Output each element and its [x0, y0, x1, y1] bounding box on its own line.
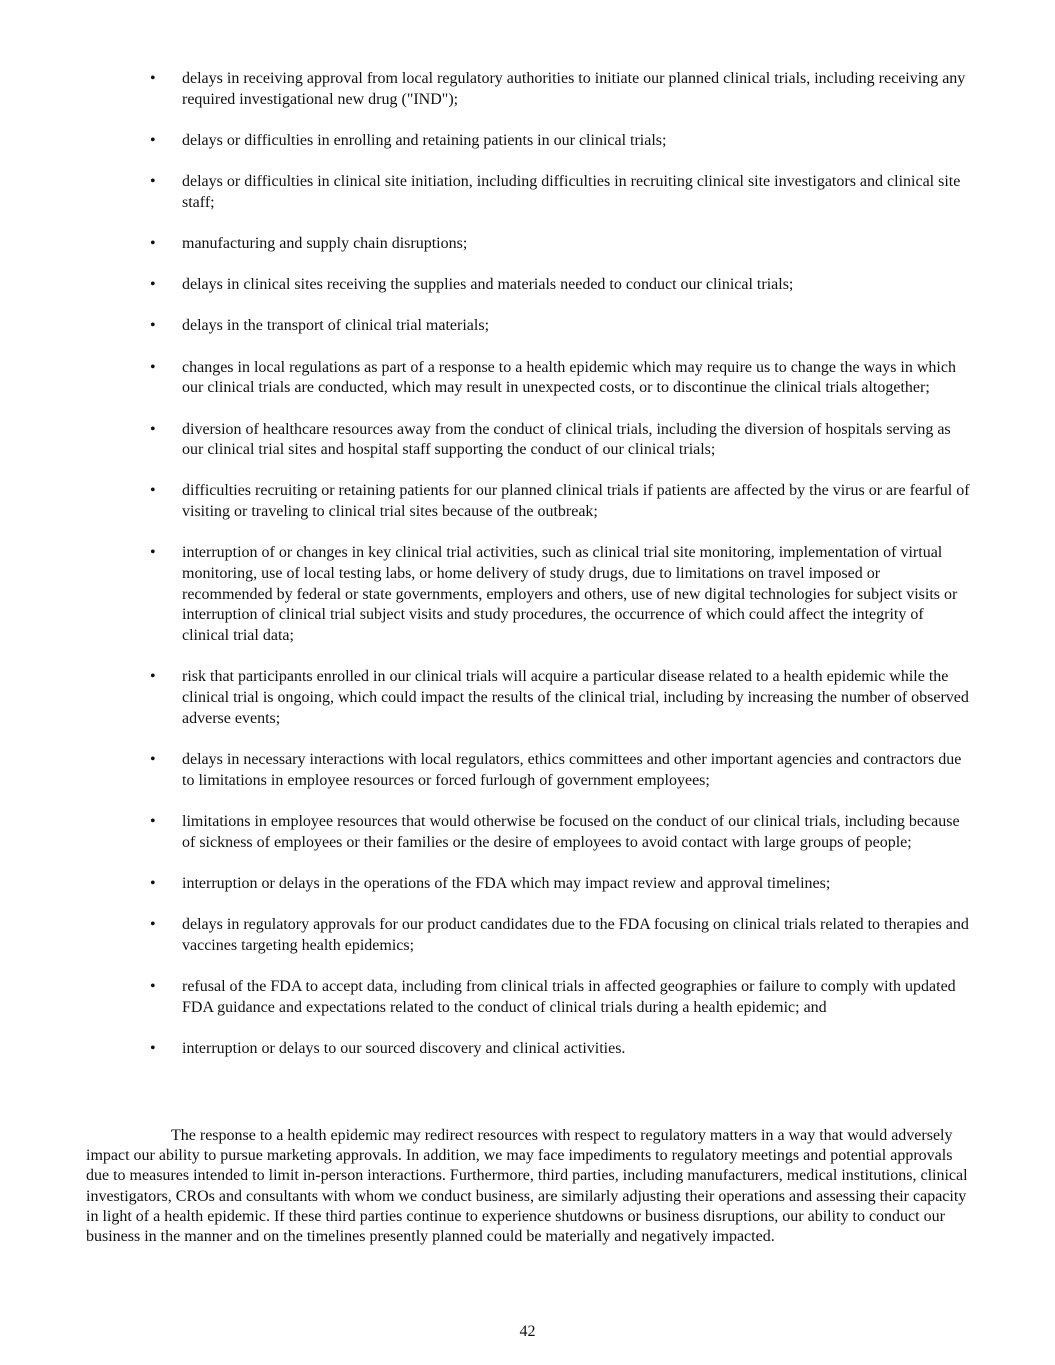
- bullet-text: diversion of healthcare resources away from the conduct of clinical trials, including the diversion of hospitals serving as our clinical trial sites and hospital staff supporting the conduct of our clinical trials;: [182, 420, 951, 459]
- bullet-icon: •: [150, 812, 156, 830]
- bullet-icon: •: [150, 173, 156, 191]
- bullet-text: interruption or delays in the operations of the FDA which may impact review and approval timelines;: [182, 874, 831, 892]
- bullet-text: interruption or delays to our sourced discovery and clinical activities.: [182, 1039, 626, 1057]
- list-item: [0, 234, 972, 255]
- page-number: 42: [519, 1323, 536, 1340]
- bullet-icon: •: [150, 750, 156, 768]
- list-item: [0, 481, 972, 522]
- bullet-icon: •: [150, 70, 156, 87]
- bullet-text: limitations in employee resources that would otherwise be focused on the conduct of our clinical trials, including because of sickness of employees or their families or the desire of employees to avoid contact with large groups of people;: [182, 812, 960, 851]
- bullet-icon: •: [150, 915, 156, 933]
- list-item: [0, 275, 972, 296]
- risk-bullet-list: [0, 69, 1055, 1080]
- list-item: [0, 69, 972, 110]
- bullet-text: delays in the transport of clinical trial materials;: [182, 317, 490, 335]
- list-item: [0, 812, 972, 853]
- list-item: [0, 172, 972, 213]
- list-item: [0, 420, 972, 461]
- bullet-text: delays in regulatory approvals for our product candidates due to the FDA focusing on clinical trials related to therapies and vaccines targeting health epidemics;: [182, 915, 969, 954]
- bullet-icon: •: [150, 358, 156, 376]
- bullet-text: delays in necessary interactions with local regulators, ethics committees and other important agencies and contractors due to limitations in employee resources or forced furlough of government employees;: [182, 750, 962, 789]
- list-item: [0, 977, 972, 1018]
- bullet-text: changes in local regulations as part of a response to a health epidemic which may require us to change the ways in which our clinical trials are conducted, which may result in unexpected costs, or to discontinue the clinical trials altogether;: [182, 358, 956, 397]
- bullet-icon: •: [150, 420, 156, 438]
- list-item: [0, 358, 972, 399]
- bullet-text: delays or difficulties in enrolling and retaining patients in our clinical trials;: [182, 131, 667, 149]
- bullet-icon: •: [150, 668, 156, 686]
- bullet-icon: •: [150, 276, 156, 294]
- bullet-icon: •: [150, 317, 156, 335]
- body-paragraph: The response to a health epidemic may redirect resources with respect to regulatory matters in a way that would adversely impact our ability to pursue marketing approvals. In addition, we may face impediments to regulatory meetings and potential approvals due to measures intended to limit in-person interactions. Furthermore, third parties, including manufacturers, medical institutions, clinical investigators, CROs and consultants with whom we conduct business, are similarly adjusting their operations and assessing their capacity in light of a health epidemic. If these third parties continue to experience shutdowns or business disruptions, our ability to conduct our business in the manner and on the timelines presently planned could be materially and negatively impacted.: [86, 1127, 968, 1246]
- bullet-icon: •: [150, 874, 156, 892]
- bullet-text: manufacturing and supply chain disruptions;: [182, 235, 468, 253]
- bullet-text: difficulties recruiting or retaining patients for our planned clinical trials if patients are affected by the virus or are fearful of visiting or traveling to clinical trial sites because of the outbreak;: [182, 482, 970, 521]
- list-item: [0, 667, 972, 729]
- list-item: [0, 316, 972, 337]
- bullet-text: delays in clinical sites receiving the supplies and materials needed to conduct our clinical trials;: [182, 276, 794, 294]
- list-item: [0, 874, 972, 895]
- list-item: [0, 915, 972, 956]
- list-item: [0, 543, 972, 647]
- bullet-icon: •: [150, 1039, 156, 1057]
- list-item: [0, 750, 972, 791]
- bullet-icon: •: [150, 482, 156, 500]
- bullet-text: interruption of or changes in key clinical trial activities, such as clinical trial site monitoring, implementation of virtual monitoring, use of local testing labs, or home delivery of study drugs, due to limitations on travel imposed or recommended by federal or state governments, employers and others, use of new digital technologies for subject visits or interruption of clinical trial subject visits and study procedures, the occurrence of which could affect the integrity of clinical trial data;: [182, 544, 958, 645]
- bullet-text: delays or difficulties in clinical site initiation, including difficulties in recruiting clinical site investigators and clinical site staff;: [182, 173, 961, 211]
- bullet-icon: •: [150, 544, 156, 562]
- bullet-icon: •: [150, 977, 156, 995]
- list-item: [0, 131, 972, 152]
- bullet-icon: •: [150, 235, 156, 253]
- list-item: [0, 1039, 972, 1060]
- bullet-text: delays in receiving approval from local regulatory authorities to initiate our planned clinical trials, including receiving any required investigational new drug ("IND");: [182, 70, 966, 108]
- bullet-text: risk that participants enrolled in our clinical trials will acquire a particular disease related to a health epidemic while the clinical trial is ongoing, which could impact the results of the clinical trial, including by increasing the number of observed adverse events;: [182, 668, 969, 727]
- bullet-icon: •: [150, 131, 156, 149]
- bullet-text: refusal of the FDA to accept data, including from clinical trials in affected geographies or failure to comply with updated FDA guidance and expectations related to the conduct of clinical trials during a health epidemic; and: [182, 977, 956, 1016]
